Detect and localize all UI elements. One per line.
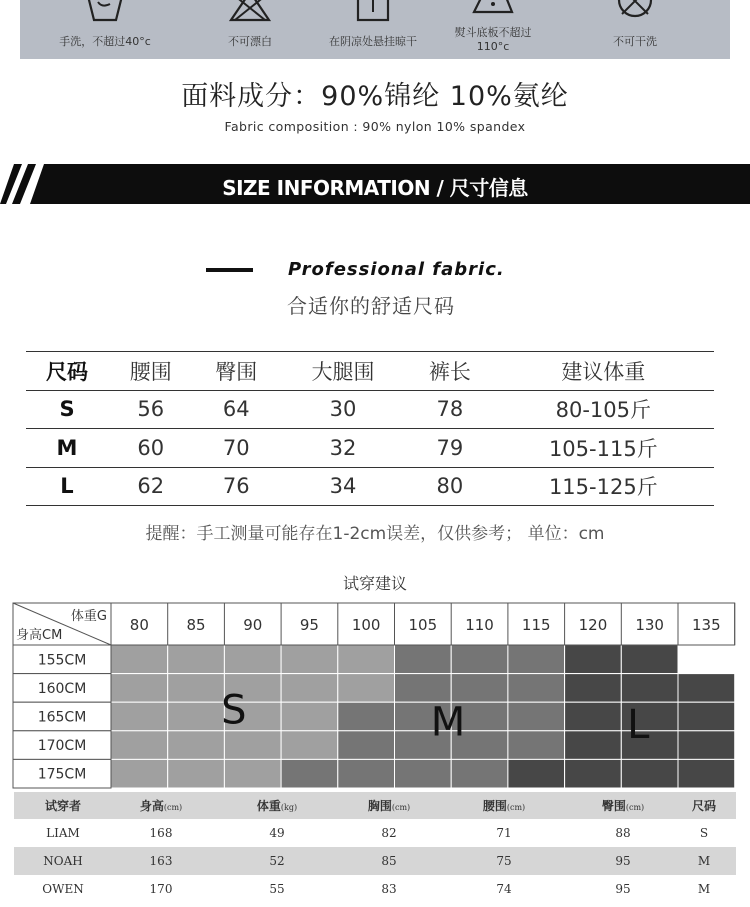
fit-cell-L	[621, 759, 678, 788]
fit-height-label: 160CM	[37, 680, 87, 697]
fit-cell-S	[168, 645, 225, 674]
tester-table	[14, 792, 736, 903]
professional-subtitle: 合适你的舒适尺码	[287, 294, 455, 318]
tester-name: LIAM	[46, 826, 80, 840]
tester-hip: 95	[574, 847, 672, 875]
length-cell: 80	[407, 467, 492, 506]
fit-title: 试穿建议	[342, 574, 407, 593]
fit-region-label-M: M	[430, 699, 466, 746]
fit-cell-S	[224, 759, 281, 788]
tester-chest: 82	[381, 826, 397, 840]
tester-weight: 55	[269, 882, 285, 896]
table-row	[14, 819, 736, 847]
length-cell: 78	[407, 390, 492, 429]
tester-name: NOAH	[14, 847, 112, 875]
fit-weight-label: 115	[521, 616, 551, 634]
fit-weight-label: 105	[408, 616, 438, 634]
size-banner-title: SIZE INFORMATION / 尺寸信息	[222, 176, 528, 200]
fit-cell-M	[338, 702, 395, 731]
fit-cell-S	[111, 702, 168, 731]
fit-region-label-L: L	[627, 702, 650, 749]
waist-cell: 60	[108, 429, 193, 468]
fit-height-label: 170CM	[37, 738, 87, 755]
measurement-note: 提醒：手工测量可能存在1-2cm误差，仅供参考； 单位：cm	[145, 524, 605, 544]
fit-height-label: 165CM	[37, 709, 87, 726]
tester-size: M	[672, 847, 736, 875]
weight-cell: 105-115斤	[493, 429, 714, 468]
header-size: 尺码	[26, 352, 108, 391]
fit-cell-M	[508, 702, 565, 731]
tester-header-height: 身高(cm)	[112, 792, 210, 819]
fit-region-label-S: S	[221, 687, 247, 734]
tester-weight: 49	[269, 826, 285, 840]
fit-cell-L	[621, 645, 678, 674]
fit-cell-M	[281, 759, 338, 788]
tester-header-weight: 体重(kg)	[210, 792, 344, 819]
tester-height: 170	[149, 882, 173, 896]
fit-cell-L	[621, 674, 678, 703]
fit-cell-S	[338, 674, 395, 703]
thigh-cell: 30	[279, 390, 407, 429]
tester-header-hip: 臀围(cm)	[574, 792, 672, 819]
care-label: 在阴凉处悬挂晾干	[329, 35, 417, 48]
fit-cell-S	[168, 674, 225, 703]
care-label: 不可干洗	[613, 35, 657, 48]
fit-corner-weight: 体重G	[70, 609, 107, 624]
tester-chest: 83	[381, 882, 397, 896]
fit-height-label: 155CM	[37, 652, 87, 669]
thigh-cell: 34	[279, 467, 407, 506]
tester-size: M	[697, 882, 711, 896]
tester-waist: 71	[496, 826, 512, 840]
fit-cell-S	[224, 731, 281, 760]
fit-weight-label: 85	[186, 616, 206, 634]
fit-weight-label: 120	[578, 616, 608, 634]
tester-header-waist: 腰围(cm)	[434, 792, 574, 819]
fit-cell-L	[678, 759, 735, 788]
fit-cell-S	[111, 759, 168, 788]
fit-cell-L	[565, 731, 622, 760]
fit-cell-S	[111, 645, 168, 674]
fit-cell-M	[451, 645, 508, 674]
fit-cell-L	[678, 702, 735, 731]
fit-cell-L	[678, 674, 735, 703]
fit-cell-S	[224, 645, 281, 674]
fit-cell-S	[168, 731, 225, 760]
fabric-composition-en: Fabric composition : 90% nylon 10% spandex	[224, 119, 526, 134]
fit-cell-L	[678, 731, 735, 760]
size-cell: L	[26, 467, 108, 506]
tester-hip: 88	[615, 826, 631, 840]
fit-cell-S	[111, 674, 168, 703]
fit-weight-label: 135	[692, 616, 721, 634]
fit-cell-S	[281, 645, 338, 674]
fit-cell-L	[565, 759, 622, 788]
header-weight: 建议体重	[493, 352, 714, 391]
fit-corner-height: 身高CM	[16, 628, 63, 643]
fit-cell-S	[111, 731, 168, 760]
fit-weight-label: 80	[129, 616, 149, 634]
fit-cell-S	[281, 731, 338, 760]
header-hip: 臀围	[193, 352, 278, 391]
fit-cell-S	[338, 645, 395, 674]
tester-hip: 95	[615, 882, 631, 896]
fit-cell-M	[338, 759, 395, 788]
fit-cell-S	[281, 674, 338, 703]
waist-cell: 62	[108, 467, 193, 506]
tester-waist: 75	[434, 847, 574, 875]
tester-size: S	[699, 826, 709, 840]
header-waist: 腰围	[108, 352, 193, 391]
care-label: 熨斗底板不超过	[454, 26, 532, 39]
length-cell: 79	[407, 429, 492, 468]
fit-weight-label: 90	[243, 616, 263, 634]
fit-cell-empty	[678, 645, 735, 674]
fit-cell-M	[508, 731, 565, 760]
hip-cell: 64	[193, 390, 278, 429]
size-cell: S	[26, 390, 108, 429]
fit-cell-M	[395, 674, 452, 703]
fit-cell-L	[565, 674, 622, 703]
fit-weight-label: 100	[351, 616, 381, 634]
professional-title: Professional fabric.	[288, 259, 505, 280]
header-length: 裤长	[407, 352, 492, 391]
thigh-cell: 32	[279, 429, 407, 468]
tester-waist: 74	[496, 882, 512, 896]
tester-header	[14, 792, 736, 819]
fit-cell-M	[451, 759, 508, 788]
care-label-temp: 110°c	[476, 40, 510, 53]
tester-header-chest: 胸围(cm)	[344, 792, 434, 819]
care-label: 不可漂白	[228, 35, 272, 48]
tester-height: 163	[112, 847, 210, 875]
fit-height-label: 175CM	[37, 766, 87, 783]
tester-header-name: 试穿者	[14, 792, 112, 819]
tester-weight: 52	[210, 847, 344, 875]
care-label: 手洗，不超过40°c	[59, 35, 151, 48]
hip-cell: 76	[193, 467, 278, 506]
weight-cell: 80-105斤	[493, 390, 714, 429]
table-row	[14, 875, 736, 903]
size-cell: M	[26, 429, 108, 468]
tester-name: OWEN	[42, 882, 84, 896]
fit-weight-label: 95	[299, 616, 319, 634]
fit-cell-L	[565, 702, 622, 731]
fit-cell-S	[168, 759, 225, 788]
fit-weight-label: 110	[465, 616, 494, 634]
table-row	[14, 847, 736, 875]
fit-cell-L	[565, 645, 622, 674]
fit-cell-L	[508, 759, 565, 788]
fabric-composition-zh: 面料成分：90%锦纶 10%氨纶	[181, 81, 569, 112]
header-thigh: 大腿围	[279, 352, 407, 391]
fit-cell-S	[281, 702, 338, 731]
hip-cell: 70	[193, 429, 278, 468]
fit-cell-M	[395, 645, 452, 674]
weight-cell: 115-125斤	[493, 467, 714, 506]
fit-cell-M	[508, 674, 565, 703]
fit-cell-S	[168, 702, 225, 731]
tester-chest: 85	[344, 847, 434, 875]
tester-header-size: 尺码	[672, 792, 736, 819]
fit-cell-M	[338, 731, 395, 760]
fit-cell-M	[451, 674, 508, 703]
fit-cell-M	[395, 759, 452, 788]
fit-weight-label: 130	[635, 616, 664, 634]
tester-height: 168	[149, 826, 173, 840]
fit-cell-M	[508, 645, 565, 674]
waist-cell: 56	[108, 390, 193, 429]
